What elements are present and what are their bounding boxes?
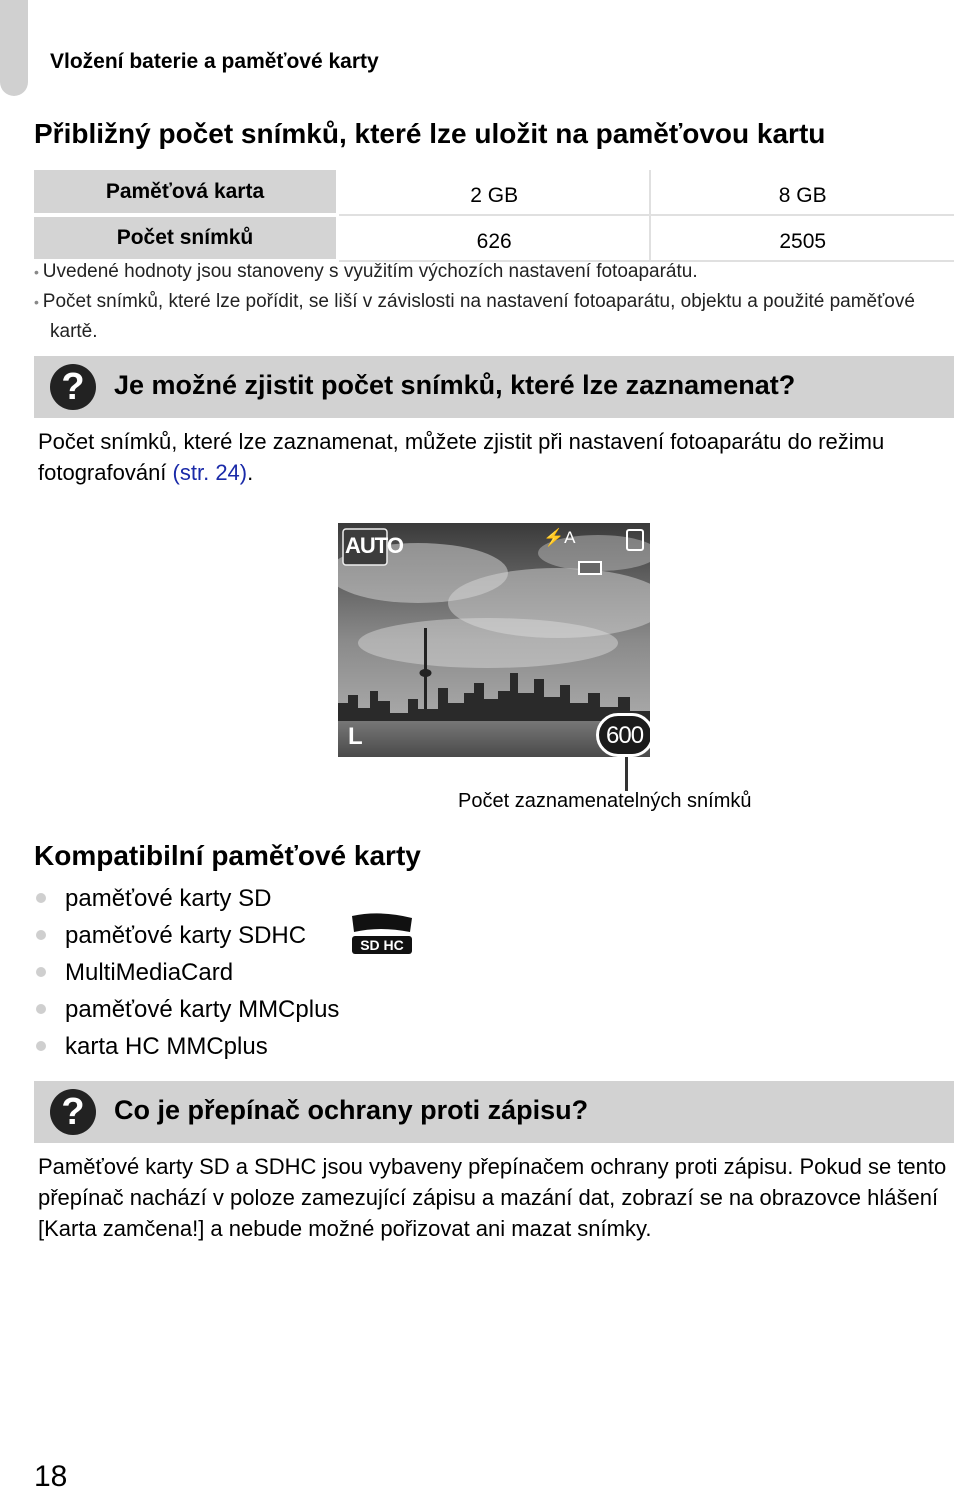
shots-remaining-value: 600	[606, 722, 644, 749]
list-item: paměťové karty SD	[34, 880, 339, 917]
card-label-cell: Paměťová karta	[34, 170, 338, 215]
question-icon: ?	[50, 364, 96, 410]
tip-title: Je možné zjistit počet snímků, které lze zaznamenat?	[114, 370, 796, 400]
tip-bar	[34, 1081, 954, 1143]
callout-label: Počet zaznamenatelných snímků	[458, 790, 752, 812]
note-item: • Počet snímků, které lze pořídit, se liší v závislosti na nastavení fotoaparátu, objektu a použité paměťové kartě.	[34, 287, 934, 346]
capacity-title: Přibližný počet snímků, které lze uložit na paměťovou kartu	[34, 118, 826, 149]
chapter-tab	[0, 0, 28, 96]
card-size-cell: 8 GB	[650, 170, 954, 215]
count-cell: 626	[338, 215, 651, 261]
question-icon: ?	[50, 1089, 96, 1135]
camera-screen	[338, 523, 650, 757]
list-item: paměťové karty SDHC	[34, 917, 339, 954]
flash-auto-icon: ⚡A	[543, 528, 576, 547]
shooting-mode-icon: AUTO	[345, 533, 403, 558]
note-item: • Uvedené hodnoty jsou stanoveny s využitím výchozích nastavení fotoaparátu.	[34, 257, 934, 287]
sdhc-logo-text: SD HC	[360, 937, 404, 953]
tip-body	[38, 426, 948, 488]
callout-line	[625, 757, 628, 791]
notes-list	[34, 257, 934, 346]
count-cell: 2505	[650, 215, 954, 261]
page-reference-link[interactable]: (str. 24)	[172, 460, 248, 485]
table-row	[34, 215, 954, 261]
tip-title: Co je přepínač ochrany proti zápisu?	[114, 1095, 589, 1125]
capacity-table	[34, 170, 954, 263]
tip-body-tail: .	[247, 460, 254, 485]
card-size-cell: 2 GB	[338, 170, 651, 215]
image-size-icon: L	[348, 723, 363, 750]
list-item: MultiMediaCard	[34, 954, 339, 991]
count-label-cell: Počet snímků	[34, 215, 338, 261]
compat-title: Kompatibilní paměťové karty	[34, 840, 421, 871]
shots-remaining-badge	[596, 713, 650, 757]
page-number: 18	[34, 1460, 68, 1493]
battery-icon	[578, 561, 602, 575]
tip-bar	[34, 356, 954, 418]
list-item: paměťové karty MMCplus	[34, 991, 339, 1028]
sdhc-logo-icon	[350, 912, 420, 956]
section-header: Vložení baterie a paměťové karty	[50, 50, 379, 73]
compat-list	[34, 880, 339, 1065]
table-row	[34, 170, 954, 215]
list-item: karta HC MMCplus	[34, 1028, 339, 1065]
tip-body: Paměťové karty SD a SDHC jsou vybaveny přepínačem ochrany proti zápisu. Pokud se tento přepínač nachází v poloze zamezující zápisu a mazání dat, zobrazí se na obrazovce hlášení [Karta zamčena!] a nebude možné pořizovat ani mazat snímky.	[38, 1154, 947, 1241]
camera-orientation-icon	[626, 529, 644, 551]
tip-body-text: Počet snímků, které lze zaznamenat, můžete zjistit při nastavení fotoaparátu do režimu fotografování	[38, 429, 885, 485]
